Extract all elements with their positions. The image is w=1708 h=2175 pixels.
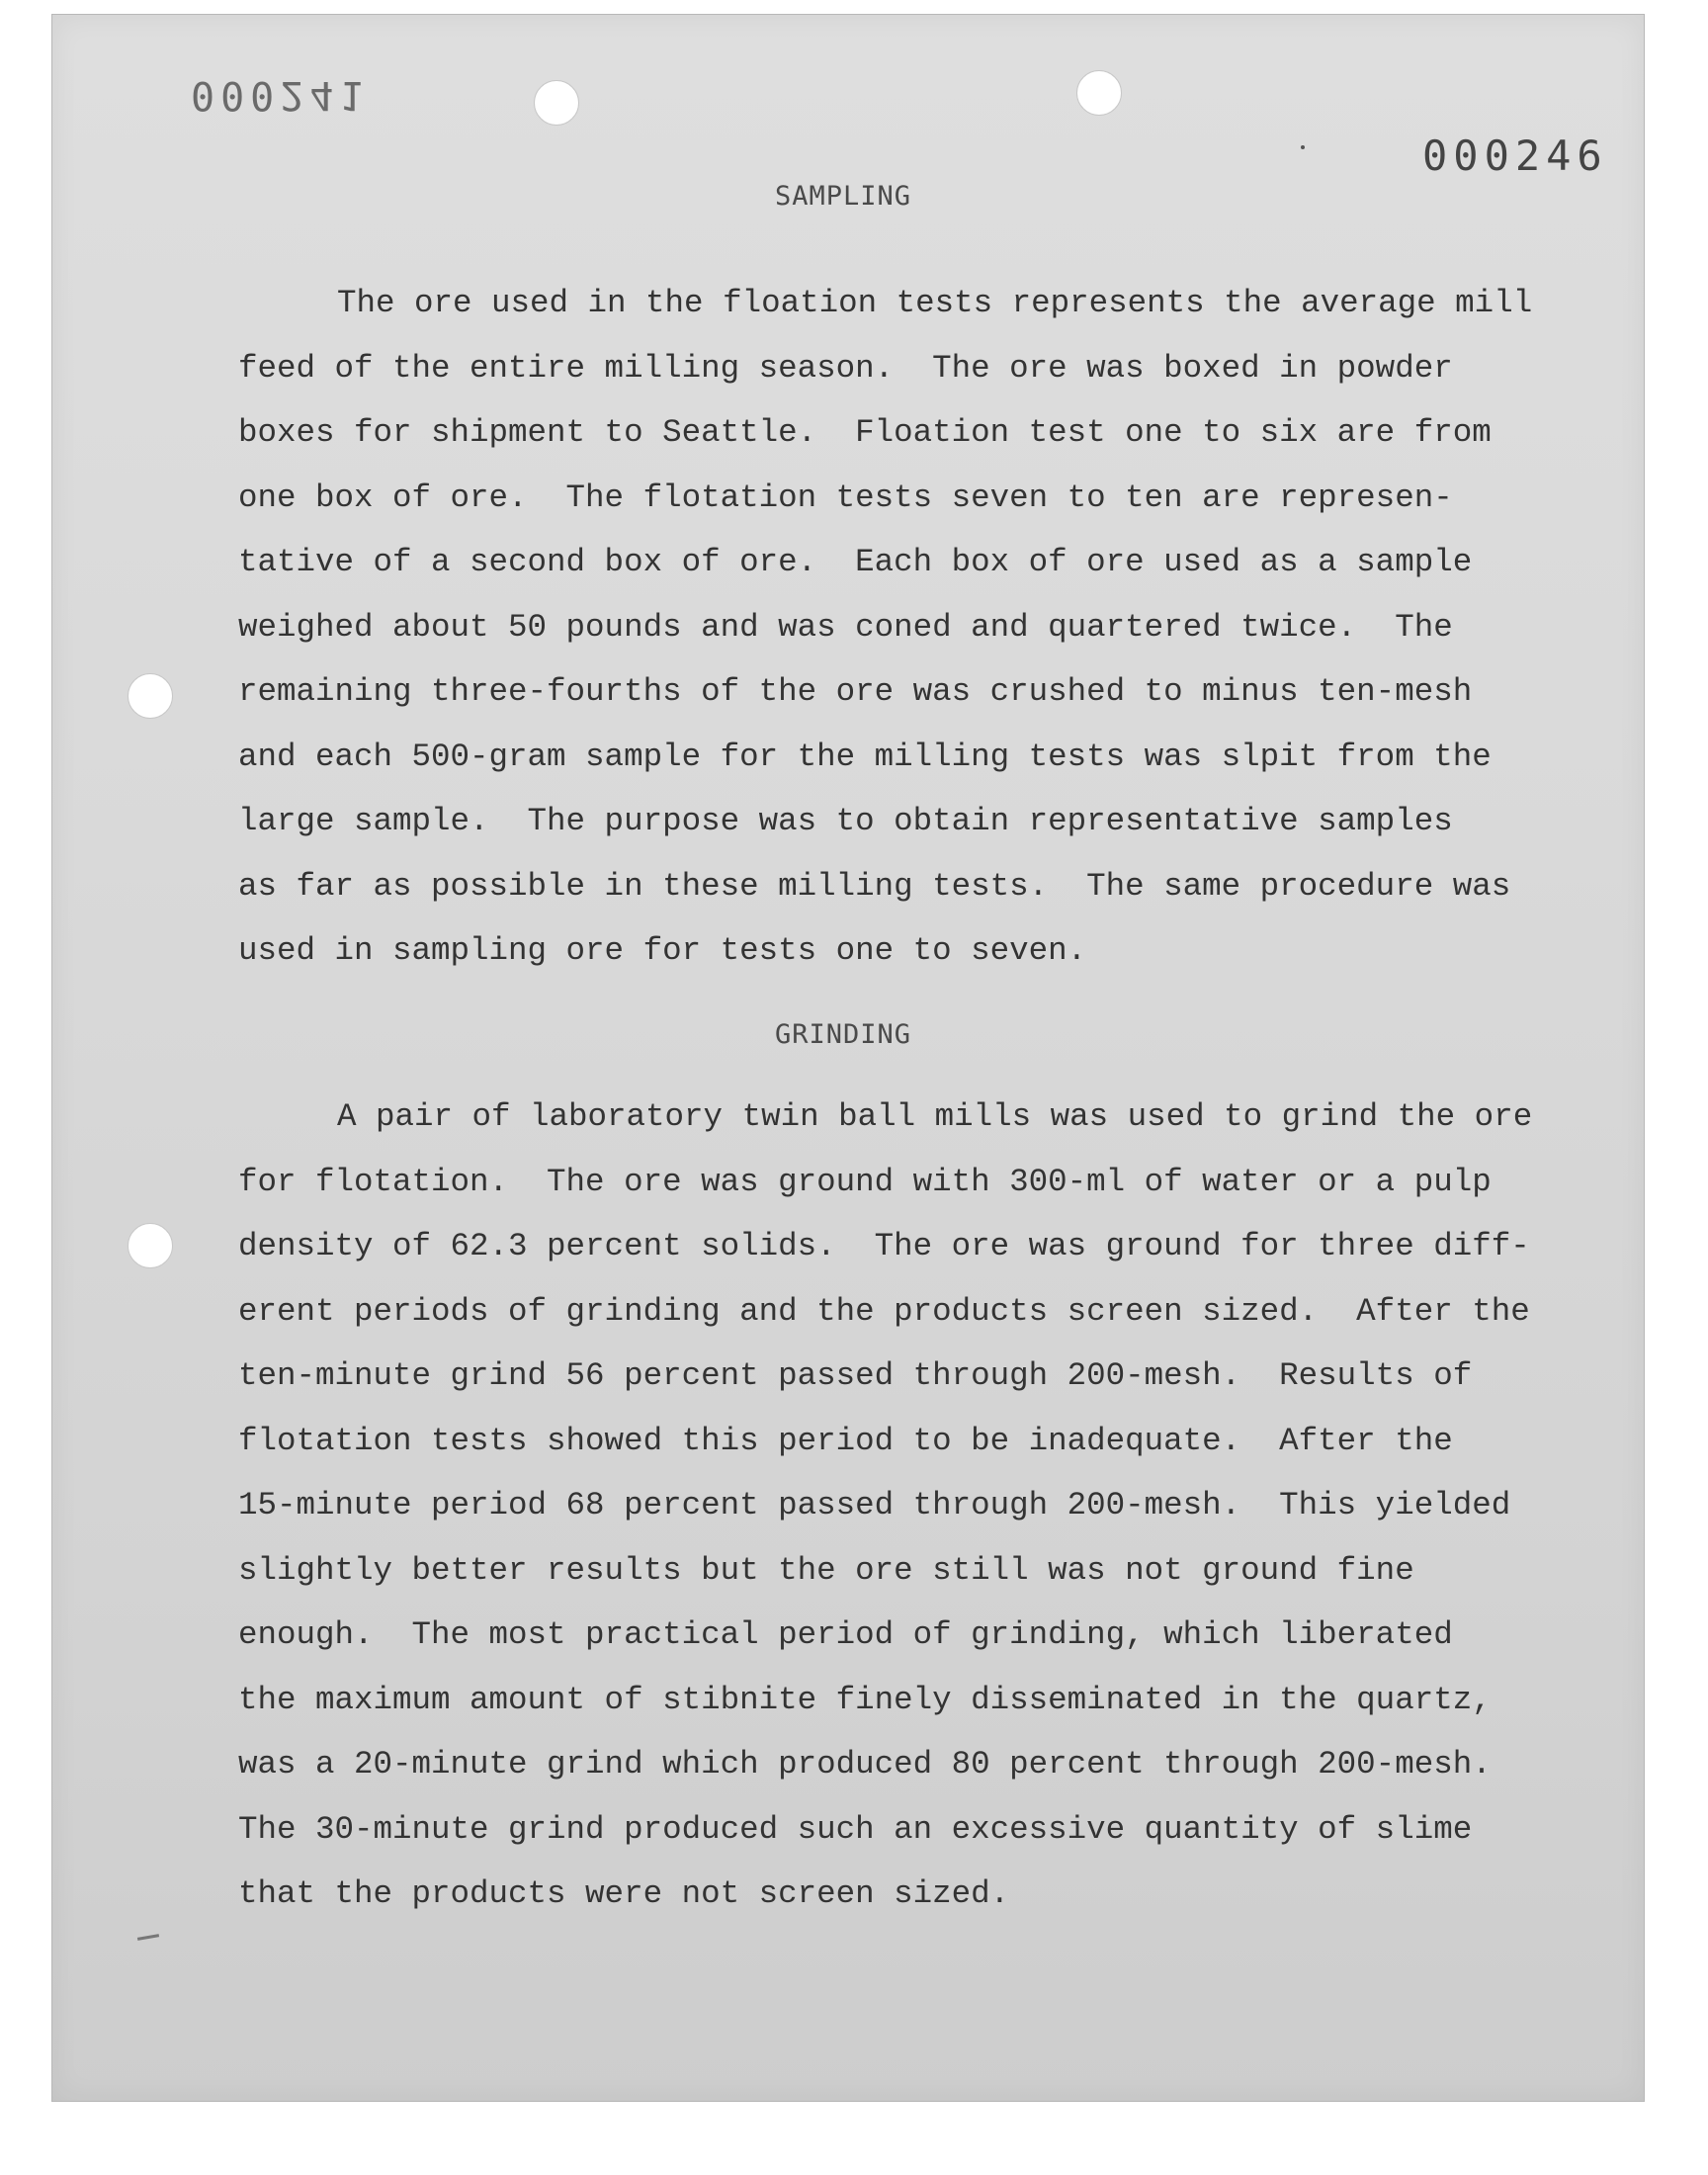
text-line: used in sampling ore for tests one to seven.	[238, 932, 1087, 969]
text-line: 15-minute period 68 percent passed through 200-mesh. This yielded	[238, 1487, 1511, 1523]
text-line: and each 500-gram sample for the milling tests was slpit from the	[238, 738, 1492, 775]
text-line: slightly better results but the ore still was not ground fine	[238, 1551, 1414, 1589]
text-line: the maximum amount of stibnite finely disseminated in the quartz,	[238, 1681, 1492, 1718]
text-line: remaining three-fourths of the ore was crushed to minus ten-mesh	[238, 673, 1473, 710]
punch-hole-top-right	[1076, 70, 1122, 116]
text-line: erent periods of grinding and the products screen sized. After the	[238, 1292, 1530, 1330]
sampling-heading: SAMPLING	[774, 181, 912, 212]
text-line: A pair of laboratory twin ball mills was used to grind the ore	[337, 1098, 1533, 1135]
sampling-paragraph	[238, 271, 1622, 984]
text-line: boxes for shipment to Seattle. Floation test one to six are from	[238, 414, 1492, 451]
text-line: for flotation. The ore was ground with 300-ml of water or a pulp	[238, 1163, 1492, 1200]
punch-hole-top-left	[534, 80, 579, 126]
document-page	[51, 14, 1645, 2102]
text-line: ten-minute grind 56 percent passed through 200-mesh. Results of	[238, 1357, 1473, 1394]
text-line: that the products were not screen sized.	[238, 1875, 1010, 1912]
text-line: one box of ore. The flotation tests seven to ten are represen-	[238, 478, 1453, 516]
ink-dot	[1301, 145, 1305, 149]
text-line: tative of a second box of ore. Each box of ore used as a sample	[238, 544, 1473, 580]
text-line: weighed about 50 pounds and was coned and quartered twice. The	[238, 608, 1453, 646]
margin-mark	[137, 1934, 159, 1941]
punch-hole-middle-left	[128, 673, 173, 719]
text-line: density of 62.3 percent solids. The ore was ground for three diff-	[238, 1228, 1530, 1264]
page-number-stamp: 000246	[1422, 131, 1608, 180]
text-line: The 30-minute grind produced such an excessive quantity of slime	[238, 1810, 1473, 1848]
text-line: flotation tests showed this period to be inadequate. After the	[238, 1422, 1453, 1459]
text-line: was a 20-minute grind which produced 80 percent through 200-mesh.	[238, 1746, 1492, 1783]
text-line: The ore used in the floation tests represents the average mill	[337, 285, 1533, 321]
grinding-heading: GRINDING	[774, 1019, 912, 1050]
text-line: large sample. The purpose was to obtain representative samples	[238, 803, 1453, 839]
text-line: feed of the entire milling season. The ore was boxed in powder	[238, 349, 1453, 387]
text-line: enough. The most practical period of grinding, which liberated	[238, 1616, 1453, 1653]
punch-hole-lower-left	[128, 1223, 173, 1268]
text-line: as far as possible in these milling tests. The same procedure was	[238, 867, 1511, 905]
page-stamp-left: 000241	[191, 72, 370, 118]
grinding-paragraph	[238, 1085, 1622, 1927]
